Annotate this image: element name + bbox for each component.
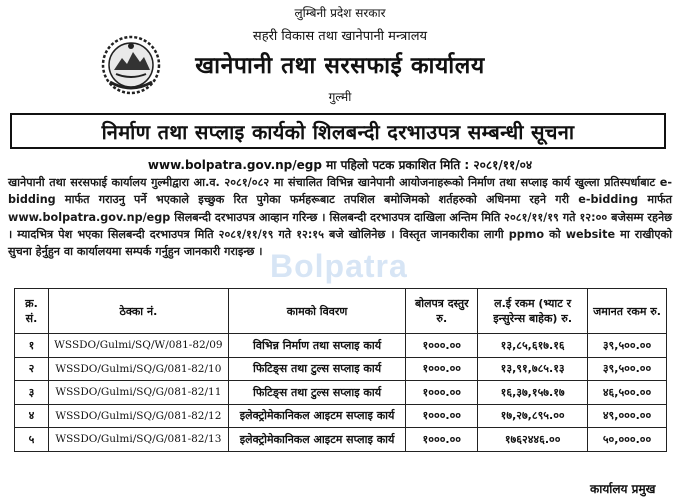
tender-table	[14, 288, 667, 452]
cell-contract: WSSDO/Gulmi/SQ/G/081-82/10	[48, 357, 228, 381]
signature-label: कार्यालय प्रमुख	[590, 482, 656, 496]
cell-description: विभिन्न निर्माण तथा सप्लाइ कार्य	[228, 334, 406, 358]
table-row	[15, 357, 667, 381]
province-name: लुम्बिनी प्रदेश सरकार	[294, 6, 386, 20]
cell-sn: ३	[15, 381, 49, 405]
col-header-cost: ल.ई रकम (भ्याट र इन्सुरेन्स बाहेक) रु.	[478, 289, 588, 334]
cell-fee: १०००.००	[406, 381, 478, 405]
letterhead	[0, 0, 680, 112]
cell-security: ४९,०००.००	[588, 404, 667, 428]
col-header-security: जमानत रकम रु.	[588, 289, 667, 334]
cell-contract: WSSDO/Gulmi/SQ/G/081-82/11	[48, 381, 228, 405]
cell-sn: २	[15, 357, 49, 381]
table-row	[15, 381, 667, 405]
col-header-description: कामको विवरण	[228, 289, 406, 334]
cell-fee: १०००.००	[406, 357, 478, 381]
publish-line: www.bolpatra.gov.np/egp मा पहिलो पटक प्रकाशित मिति : २०८१/११/०४	[147, 158, 533, 172]
table-header-row	[15, 289, 667, 334]
cell-description: फिटिङ्स तथा टुल्स सप्लाइ कार्य	[228, 381, 406, 405]
notice-body: खानेपानी तथा सरसफाई कार्यालय गुल्मीद्वारा आ.व. २०८१/०८२ मा संचालित विभिन्न खानेपानी आयोजनाहरूको निर्माण तथा सप्लाइ कार्य खुल्ला प्रतिस्पर्धाबाट e-bidding मार्फत गराउनु पर्ने भएकाले इच्छुक रित पुगेका फर्महरूबाट तपशिल बमोजिमको शर्तहरुको अधिनमा रहने गरी e-bidding मार्फत www.bolpatra.gov.np/egp सिलबन्दी दरभाउपत्र आव्हान गरिन्छ । सिलबन्दी दरभाउपत्र दाखिला अन्तिम मिति २०८१/११/१९ गते १२:०० बजेसम्म रहनेछ । म्यादभित्र पेश भएका सिलबन्दी दरभाउपत्र मिति २०८१/११/१९ गते १२:१५ बजे खोलिनेछ । विस्तृत जानकारीका लागी ppmo को website मा राखीएको सुचना हेर्नुहुन वा कार्यालयमा सम्पर्क गर्नुहुन जानकारी गराइन्छ ।	[8, 176, 672, 259]
cell-contract: WSSDO/Gulmi/SQ/G/081-82/12	[48, 404, 228, 428]
cell-sn: ५	[15, 428, 49, 452]
col-header-contract: ठेक्का नं.	[48, 289, 228, 334]
col-header-fee: बोलपत्र दस्तुर रु.	[406, 289, 478, 334]
cell-contract: WSSDO/Gulmi/SQ/W/081-82/09	[48, 334, 228, 358]
table-row	[15, 428, 667, 452]
cell-cost: १३,८५,६१७.१६	[478, 334, 588, 358]
cell-security: ५०,०००.००	[588, 428, 667, 452]
table-row	[15, 404, 667, 428]
watermark: Bolpatra	[270, 248, 408, 284]
cell-description: फिटिङ्स तथा टुल्स सप्लाइ कार्य	[228, 357, 406, 381]
district-name: गुल्मी	[328, 90, 352, 104]
notice-title: निर्माण तथा सप्लाइ कार्यको शिलबन्दी दरभाउपत्र सम्बन्धी सूचना	[10, 113, 666, 149]
cell-description: इलेक्ट्रोमेकानिकल आइटम सप्लाइ कार्य	[228, 404, 406, 428]
cell-fee: १०००.००	[406, 428, 478, 452]
cell-sn: १	[15, 334, 49, 358]
cell-sn: ४	[15, 404, 49, 428]
cell-security: ३९,५००.००	[588, 334, 667, 358]
cell-cost: १७,२७,८९५.००	[478, 404, 588, 428]
cell-fee: १०००.००	[406, 334, 478, 358]
cell-description: इलेक्ट्रोमेकानिकल आइटम सप्लाइ कार्य	[228, 428, 406, 452]
cell-security: ३९,५००.००	[588, 357, 667, 381]
cell-contract: WSSDO/Gulmi/SQ/G/081-82/13	[48, 428, 228, 452]
cell-cost: १३,९१,७८५.१३	[478, 357, 588, 381]
cell-cost: १७६२४४६.००	[478, 428, 588, 452]
ministry-name: सहरी विकास तथा खानेपानी मन्त्रालय	[252, 29, 428, 44]
table-row	[15, 334, 667, 358]
cell-fee: १०००.००	[406, 404, 478, 428]
col-header-sn: क्र. सं.	[15, 289, 49, 334]
cell-security: ४६,५००.००	[588, 381, 667, 405]
office-name: खानेपानी तथा सरसफाई कार्यालय	[195, 53, 485, 79]
cell-cost: १६,३७,१५७.१७	[478, 381, 588, 405]
